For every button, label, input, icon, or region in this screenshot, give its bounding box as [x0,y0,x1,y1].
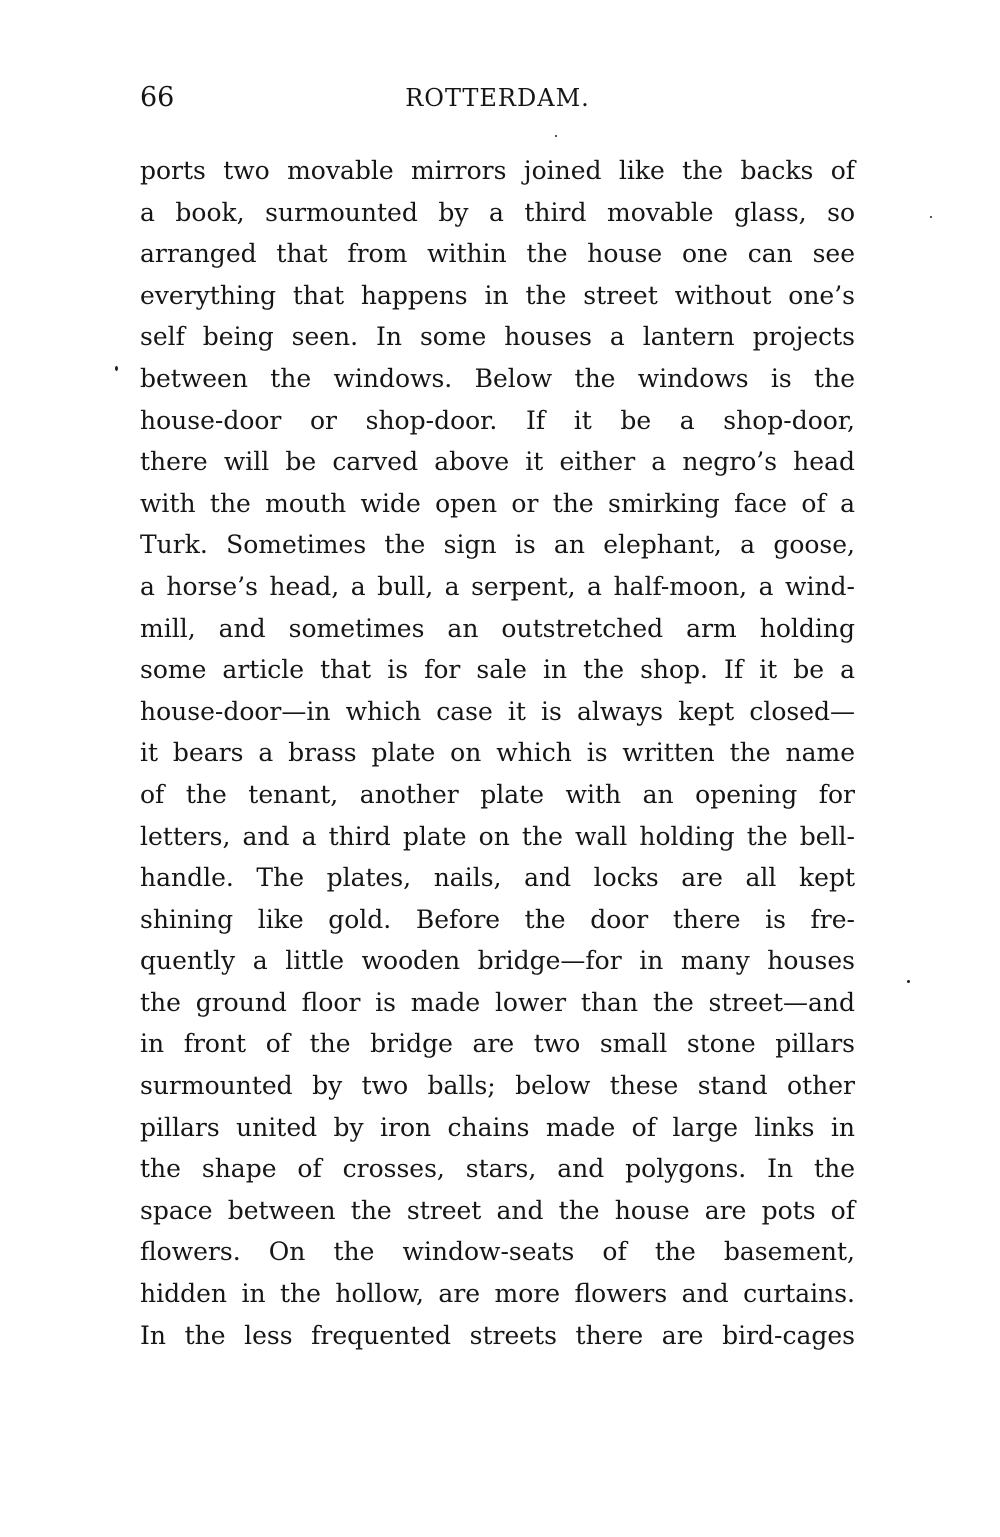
text-line: mill, and sometimes an outstretched arm holding [140,613,855,643]
text-line: some article that is for sale in the shop. If it be a [140,655,855,685]
text-line: a horse’s head, a bull, a serpent, a half-moon, a wind- [140,571,855,601]
text-line: space between the street and the house are pots of [140,1195,855,1225]
text-line: pillars united by iron chains made of large links in [140,1112,855,1142]
scan-speck [930,216,932,218]
text-line: the ground floor is made lower than the street—and [140,987,855,1017]
text-line: in front of the bridge are two small stone pillars [140,1029,855,1059]
text-line: house-door—in which case it is always kept closed— [140,696,855,726]
text-line: house-door or shop-door. If it be a shop-door, [140,405,855,435]
text-line: shining like gold. Before the door there is fre- [140,904,855,934]
text-line: arranged that from within the house one can see [140,239,855,269]
text-line: a book, surmounted by a third movable glass, so [140,197,855,227]
page-header [140,80,855,116]
text-line: ports two movable mirrors joined like the backs of [140,156,855,185]
text-line: between the windows. Below the windows is the [140,363,855,393]
text-line: self being seen. In some houses a lantern projects [140,322,855,352]
text-line: the shape of crosses, stars, and polygons. In the [140,1154,855,1184]
text-line: flowers. On the window-seats of the basement, [140,1237,855,1267]
text-line: there will be carved above it either a negro’s head [140,447,855,477]
scan-speck [115,366,118,371]
running-head: ROTTERDAM. [405,84,590,112]
text-line: letters, and a third plate on the wall holding the bell- [140,821,855,851]
text-line: it bears a brass plate on which is written the name [140,738,855,768]
text-line: surmounted by two balls; below these stand other [140,1071,855,1101]
text-line: of the tenant, another plate with an opening for [140,779,855,809]
body-text [140,150,855,1356]
page-number: 66 [140,82,175,113]
scan-speck [907,980,910,983]
text-line: In the less frequented streets there are bird-cages [140,1320,855,1350]
text-line: Turk. Sometimes the sign is an elephant, a goose, [140,530,855,560]
text-line: quently a little wooden bridge—for in many houses [140,946,855,976]
scan-speck [555,135,557,137]
text-line: handle. The plates, nails, and locks are all kept [140,863,855,893]
text-line: with the mouth wide open or the smirking face of a [140,488,855,518]
text-line: everything that happens in the street without one’s [140,280,855,310]
text-line: hidden in the hollow, are more flowers and curtains. [140,1279,855,1309]
